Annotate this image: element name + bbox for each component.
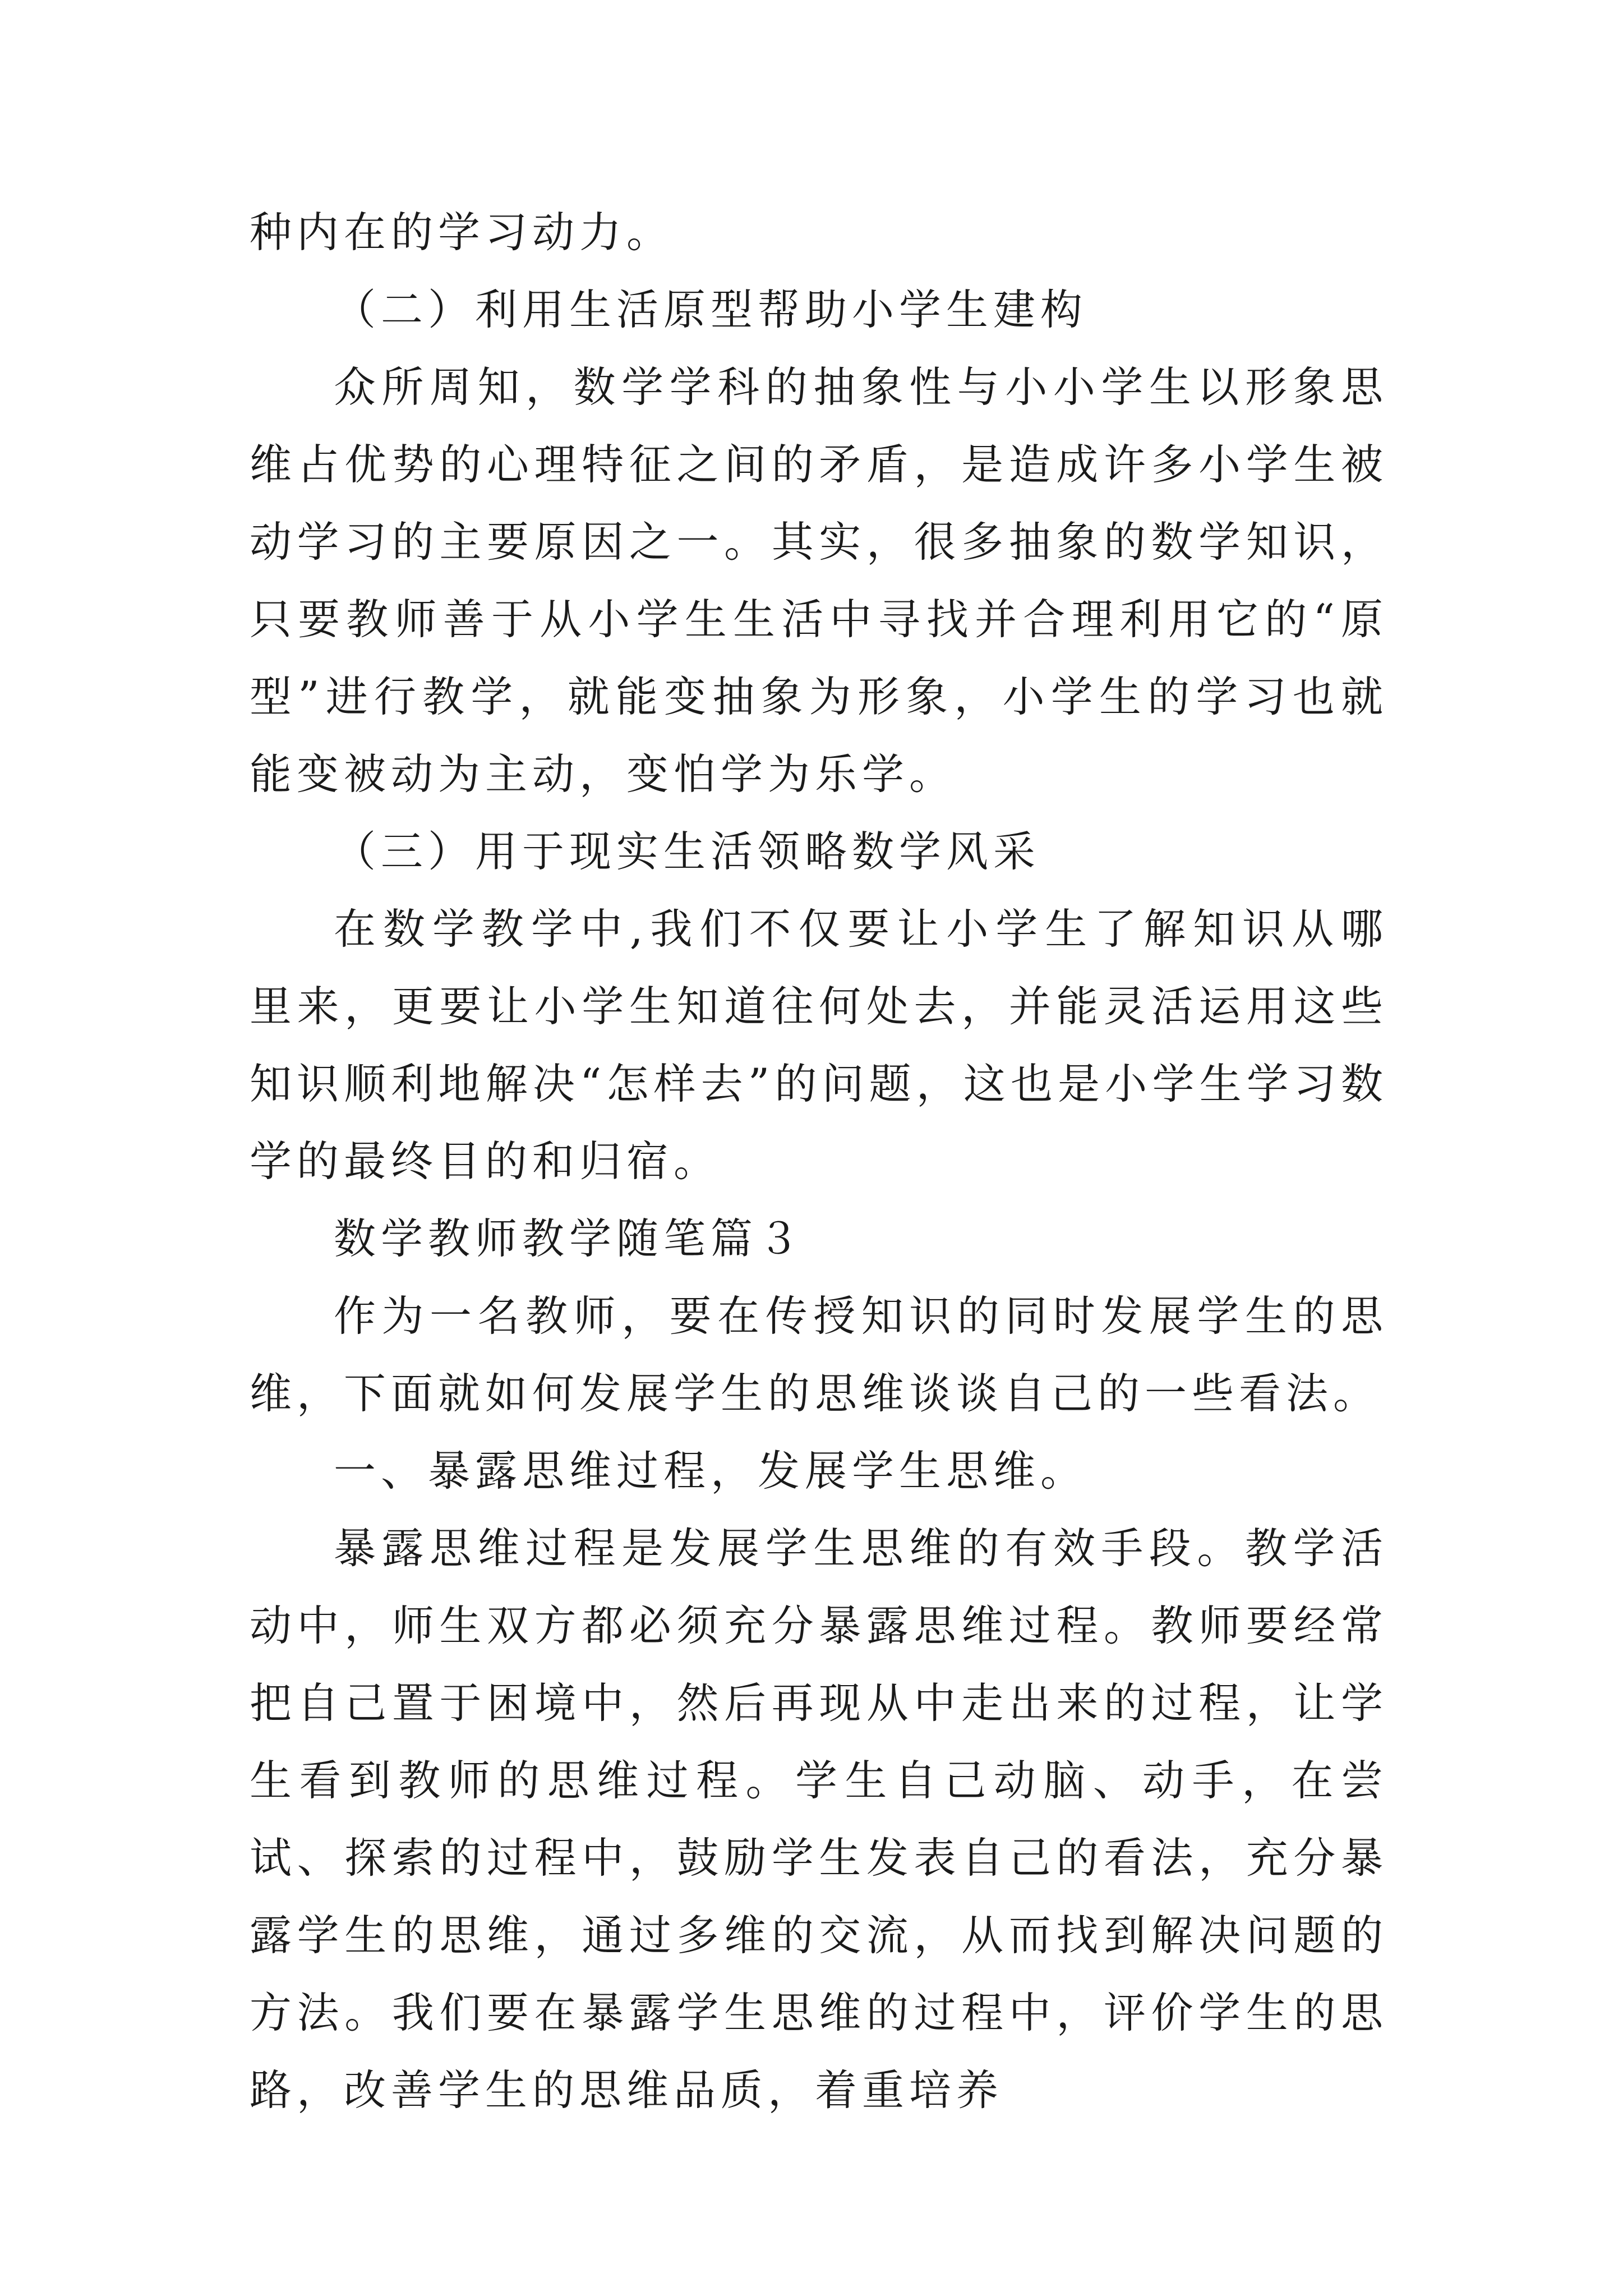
section-heading-3: （三）用于现实生活领略数学风采 [334, 827, 1041, 876]
paragraph-intro: 作为一名教师，要在传授知识的同时发展学生的思维，下面就如何发展学生的思维谈谈自己的一些看法。 [250, 1291, 1388, 1418]
paragraph-life-prototype: 众所周知，数学学科的抽象性与小小学生以形象思维占优势的心理特征之间的矛盾，是造成许多小学生被动学习的主要原因之一。其实，很多抽象的数学知识，只要教师善于从小学生生活中寻找并合理利用它的“原型”进行教学，就能变抽象为形象，小学生的学习也就能变被动为主动，变怕学为乐学。 [250, 362, 1388, 799]
section-heading-2: （二）利用生活原型帮助小学生建构 [334, 285, 1088, 334]
article-title-part-3: 数学教师教学随笔篇３ [334, 1214, 805, 1263]
paragraph-real-life-application: 在数学教学中,我们不仅要让小学生了解知识从哪里来，更要让小学生知道往何处去，并能灵活运用这些知识顺利地解决“怎样去”的问题，这也是小学生学习数学的最终目的和归宿。 [250, 904, 1388, 1186]
paragraph-continuation: 种内在的学习动力。 [250, 208, 674, 257]
paragraph-thinking-process: 暴露思维过程是发展学生思维的有效手段。教学活动中，师生双方都必须充分暴露思维过程。教师要经常把自己置于困境中，然后再现从中走出来的过程，让学生看到教师的思维过程。学生自己动脑、动手，在尝试、探索的过程中，鼓励学生发表自己的看法，充分暴露学生的思维，通过多维的交流，从而找到解决问题的方法。我们要在暴露学生思维的过程中，评价学生的思路，改善学生的思维品质，着重培养 [250, 1524, 1388, 2115]
document-body [250, 194, 1388, 2129]
section-heading-1: 一、暴露思维过程，发展学生思维。 [334, 1446, 1088, 1496]
